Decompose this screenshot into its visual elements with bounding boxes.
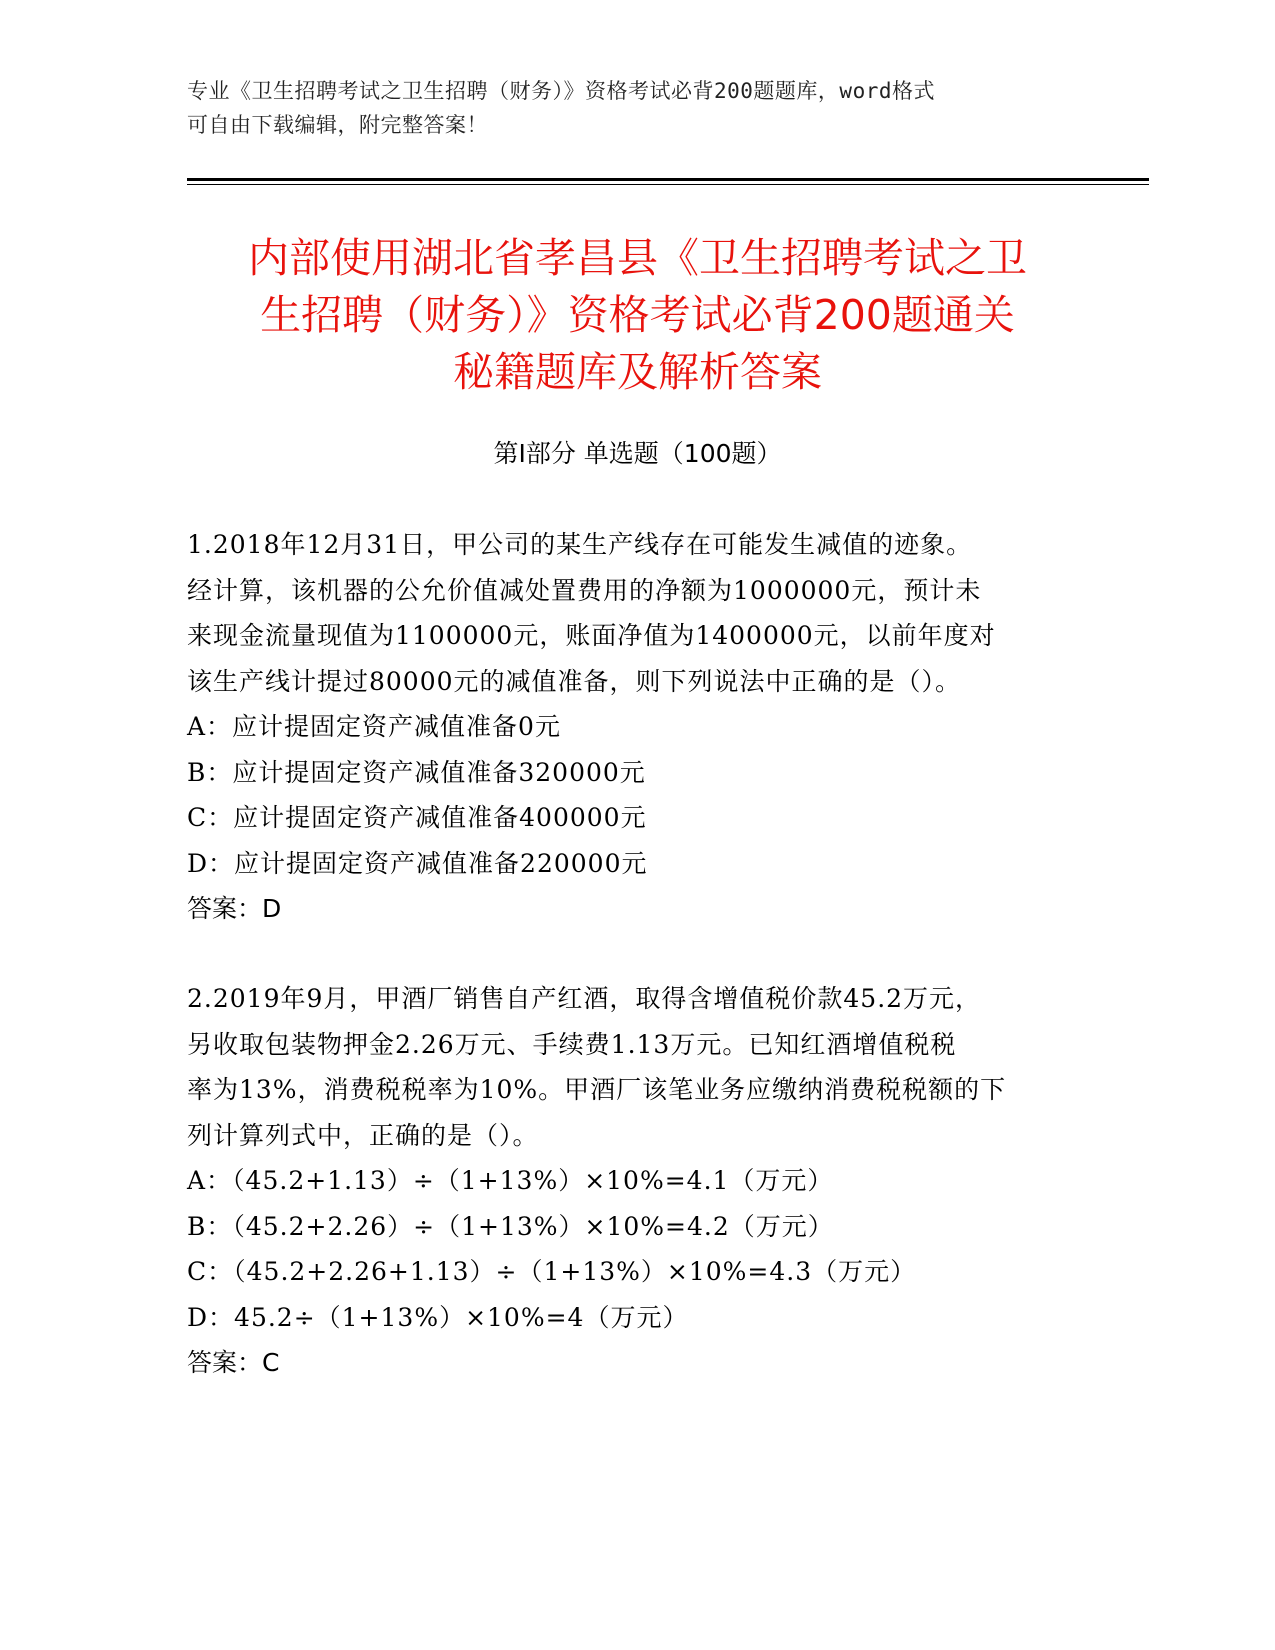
option-c: C：（45.2+2.26+1.13）÷（1+13%）×10%=4.3（万元）: [187, 1257, 917, 1286]
answer: 答案：C: [187, 1348, 280, 1377]
question-stem-line: 率为13%，消费税税率为10%。甲酒厂该笔业务应缴纳消费税税额的下: [187, 1075, 1007, 1104]
header-note: [187, 74, 1067, 142]
header-divider-thin: [187, 184, 1149, 185]
header-divider-thick: [187, 178, 1149, 181]
header-note-line-2: 可自由下载编辑，附完整答案！: [187, 113, 488, 137]
question-stem-line: 1.2018年12月31日，甲公司的某生产线存在可能发生减值的迹象。: [187, 530, 973, 559]
option-b: B：（45.2+2.26）÷（1+13%）×10%=4.2（万元）: [187, 1211, 834, 1241]
question-stem-line: 另收取包装物押金2.26万元、手续费1.13万元。已知红酒增值税税: [187, 1029, 957, 1059]
question-stem-line: 列计算列式中，正确的是（）。: [187, 1120, 539, 1150]
option-d: D：应计提固定资产减值准备220000元: [187, 848, 648, 878]
option-b: B：应计提固定资产减值准备320000元: [187, 757, 646, 787]
section-heading: 第Ⅰ部分 单选题（100题）: [493, 439, 782, 468]
option-a: A：应计提固定资产减值准备0元: [187, 712, 561, 741]
question-stem-line: 来现金流量现值为1100000元，账面净值为1400000元，以前年度对: [187, 621, 996, 650]
question-1: [187, 522, 1067, 932]
option-a: A：（45.2+1.13）÷（1+13%）×10%=4.1（万元）: [187, 1166, 834, 1195]
title-line-3: 秘籍题库及解析答案: [453, 348, 822, 396]
answer: 答案：D: [187, 894, 282, 923]
question-stem-line: 该生产线计提过80000元的减值准备，则下列说法中正确的是（）。: [187, 666, 962, 696]
option-d: D：45.2÷（1+13%）×10%=4（万元）: [187, 1302, 689, 1332]
question-stem-line: 经计算，该机器的公允价值减处置费用的净额为1000000元，预计未: [187, 575, 982, 605]
question-stem-line: 2.2019年9月，甲酒厂销售自产红酒，取得含增值税价款45.2万元，: [187, 984, 982, 1013]
header-note-line-1: 专业《卫生招聘考试之卫生招聘（财务）》资格考试必背200题题库，word格式: [187, 79, 935, 103]
title-line-2: 生招聘（财务）》资格考试必背200题通关: [260, 291, 1015, 339]
question-2: [187, 976, 1067, 1386]
title-line-1: 内部使用湖北省孝昌县《卫生招聘考试之卫: [248, 234, 1027, 282]
option-c: C：应计提固定资产减值准备400000元: [187, 803, 647, 832]
page-title: [195, 230, 1080, 401]
